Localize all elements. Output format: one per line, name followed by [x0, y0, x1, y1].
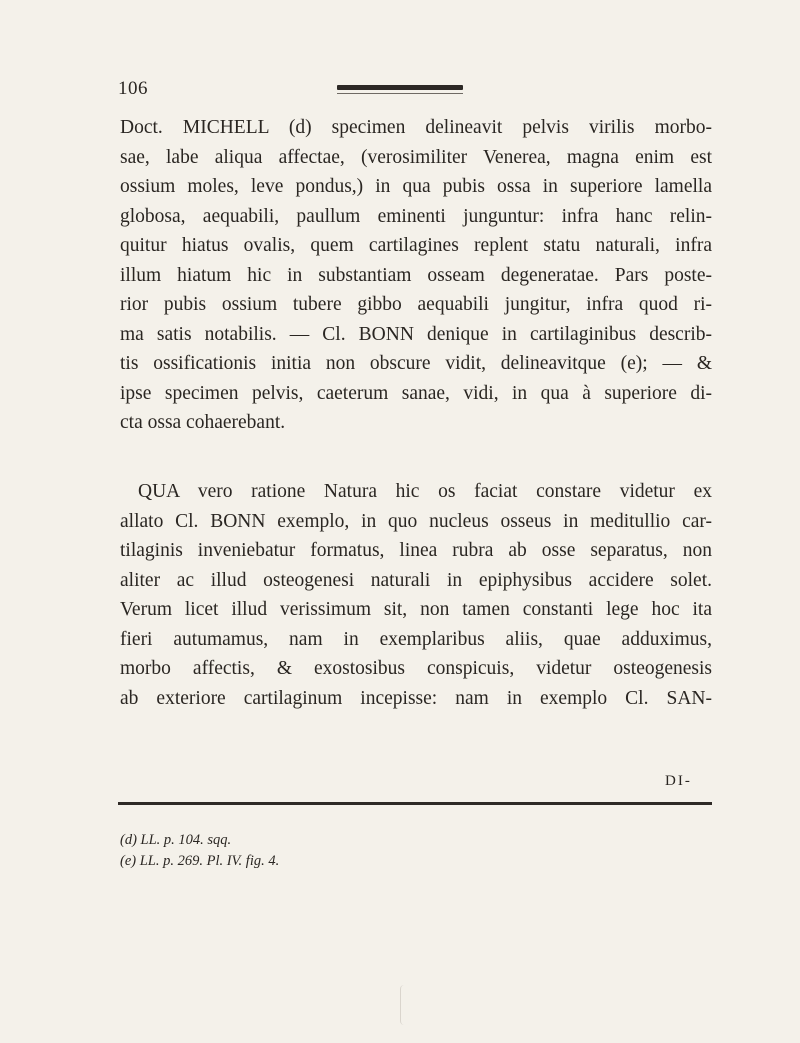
footnotes [120, 830, 279, 872]
paragraph-2 [120, 477, 712, 713]
catchword: DI- [665, 773, 692, 789]
text-line: quitur hiatus ovalis, quem cartilagines replent statu naturali, infra [120, 235, 712, 256]
paragraph-1 [120, 113, 712, 438]
paper-stain [400, 985, 408, 1025]
page-number: 106 [118, 78, 148, 99]
header-rule [337, 85, 463, 90]
text-line: ipse specimen pelvis, caeterum sanae, vidi, in qua à superiore di- [120, 382, 712, 404]
text-line: QUA vero ratione Natura hic os faciat constare videtur ex [138, 481, 712, 502]
text-line: rior pubis ossium tubere gibbo aequabili jungitur, infra quod ri- [120, 294, 712, 315]
text-line: aliter ac illud osteogenesi naturali in epiphysibus accidere solet. [120, 569, 712, 591]
text-line: fieri autumamus, nam in exemplaribus aliis, quae adduximus, [120, 628, 712, 650]
text-line: ossium moles, leve pondus,) in qua pubis ossa in superiore lamella [120, 176, 712, 197]
text-line: ab exteriore cartilaginum incepisse: nam in exemplo Cl. SAN- [120, 687, 712, 709]
text-line: allato Cl. BONN exemplo, in quo nucleus osseus in meditullio car- [120, 510, 712, 532]
text-line: ma satis notabilis. — Cl. BONN denique in cartilaginibus describ- [120, 323, 712, 345]
text-line: tis ossificationis initia non obscure vidit, delineavitque (e); — & [120, 353, 712, 374]
text-line: cta ossa cohaerebant. [120, 412, 286, 433]
footnote: (d) LL. p. 104. sqq. [120, 832, 232, 848]
text-line: Doct. MICHELL (d) specimen delineavit pelvis virilis morbo- [120, 117, 712, 138]
footnote-rule [118, 802, 712, 805]
text-line: Verum licet illud verissimum sit, non tamen constanti lege hoc ita [120, 599, 712, 620]
text-line: illum hiatum hic in substantiam osseam degeneratae. Pars poste- [120, 264, 712, 286]
text-line: tilaginis inveniebatur formatus, linea rubra ab osse separatus, non [120, 540, 712, 561]
text-line: globosa, aequabili, paullum eminenti junguntur: infra hanc relin- [120, 205, 712, 227]
text-line: morbo affectis, & exostosibus conspicuis, videtur osteogenesis [120, 658, 712, 679]
footnote: (e) LL. p. 269. Pl. IV. fig. 4. [120, 853, 280, 869]
text-line: sae, labe aliqua affectae, (verosimiliter Venerea, magna enim est [120, 146, 712, 168]
